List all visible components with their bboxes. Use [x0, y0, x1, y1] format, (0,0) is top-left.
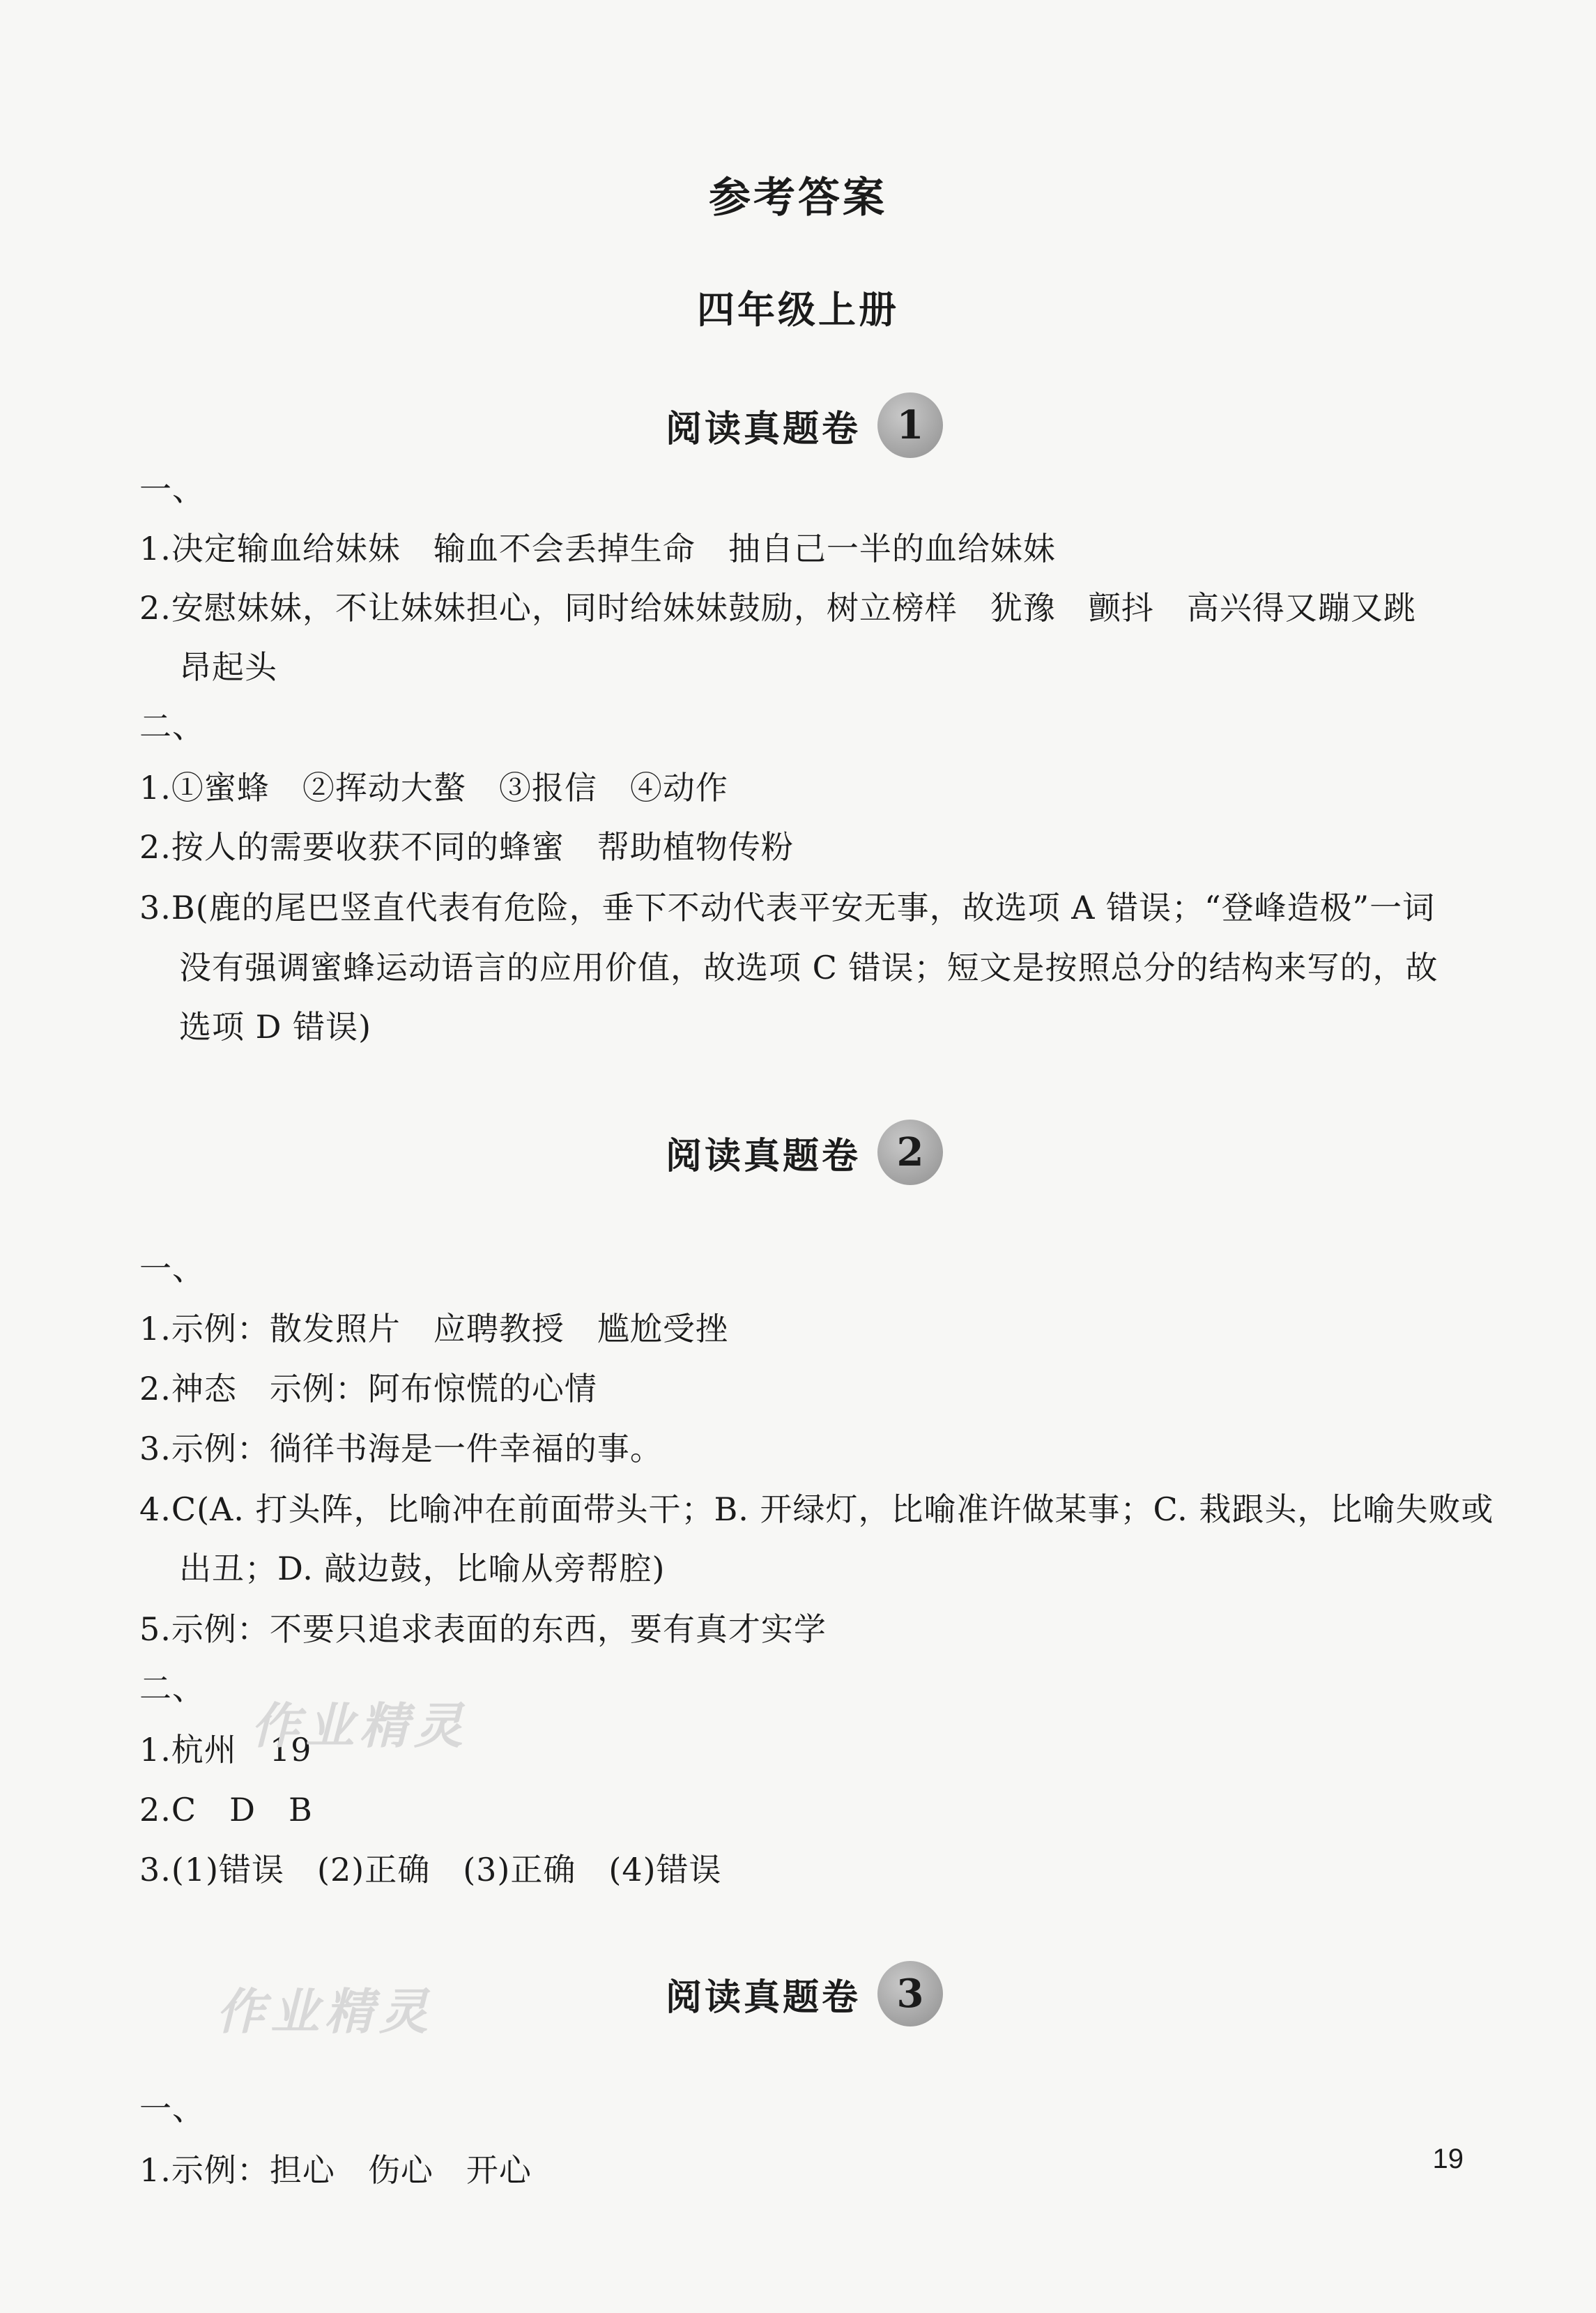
section-heading-2 [666, 1119, 943, 1186]
answer-line: 2.神态 示例：阿布惊慌的心情 [139, 1370, 597, 1407]
answer-line: 5.示例：不要只追求表面的东西，要有真才实学 [139, 1610, 827, 1648]
answer-line: 1.①蜜蜂 ②挥动大螯 ③报信 ④动作 [139, 769, 728, 807]
section-title: 阅读真题卷 [666, 408, 861, 450]
answer-line: 1.示例：散发照片 应聘教授 尴尬受挫 [139, 1310, 728, 1348]
page-subtitle: 四年级上册 [697, 288, 899, 332]
answer-line: 3.示例：徜徉书海是一件幸福的事。 [139, 1430, 663, 1467]
watermark: 作业精灵 [251, 1697, 468, 1755]
page-number: 19 [1432, 2144, 1464, 2174]
section-heading-1 [666, 392, 943, 459]
answer-line: 昂起头 [179, 648, 277, 686]
watermark: 作业精灵 [216, 1983, 433, 2040]
group-head: 一、 [139, 1250, 205, 1288]
section-number-badge: 2 [877, 1120, 943, 1185]
answer-line: 3.(1)错误 (2)正确 (3)正确 (4)错误 [139, 1851, 722, 1888]
answer-line: 2.按人的需要收获不同的蜂蜜 帮助植物传粉 [139, 828, 794, 866]
section-heading-3 [666, 1960, 943, 2027]
answer-line: 1.杭州 19 [139, 1731, 312, 1769]
answer-line: 4.C(A. 打头阵，比喻冲在前面带头干；B. 开绿灯，比喻准许做某事；C. 栽跟头，比喻失败或 [139, 1490, 1494, 1528]
answer-line: 1.示例：担心 伤心 开心 [139, 2151, 532, 2189]
group-head: 一、 [139, 2090, 205, 2128]
answer-line: 3.B(鹿的尾巴竖直代表有危险，垂下不动代表平安无事，故选项 A 错误；“登峰造极”一词 [139, 889, 1436, 926]
answer-line: 2.C D B [139, 1791, 313, 1829]
answer-line: 1.决定输血给妹妹 输血不会丢掉生命 抽自己一半的血给妹妹 [139, 530, 1056, 567]
answer-line: 没有强调蜜蜂运动语言的应用价值，故选项 C 错误；短文是按照总分的结构来写的，故 [179, 949, 1438, 986]
group-head: 一、 [139, 471, 205, 508]
group-head: 二、 [139, 1670, 205, 1707]
section-title: 阅读真题卷 [666, 1976, 861, 2019]
page-title: 参考答案 [709, 174, 887, 222]
section-number-badge: 1 [877, 392, 943, 458]
section-number-badge: 3 [877, 1961, 943, 2026]
answer-line: 选项 D 错误) [179, 1008, 372, 1046]
section-title: 阅读真题卷 [666, 1135, 861, 1177]
answer-line: 2.安慰妹妹，不让妹妹担心，同时给妹妹鼓励，树立榜样 犹豫 颤抖 高兴得又蹦又跳 [139, 589, 1416, 627]
answer-line: 出丑；D. 敲边鼓，比喻从旁帮腔) [179, 1550, 666, 1587]
group-head: 二、 [139, 708, 205, 745]
